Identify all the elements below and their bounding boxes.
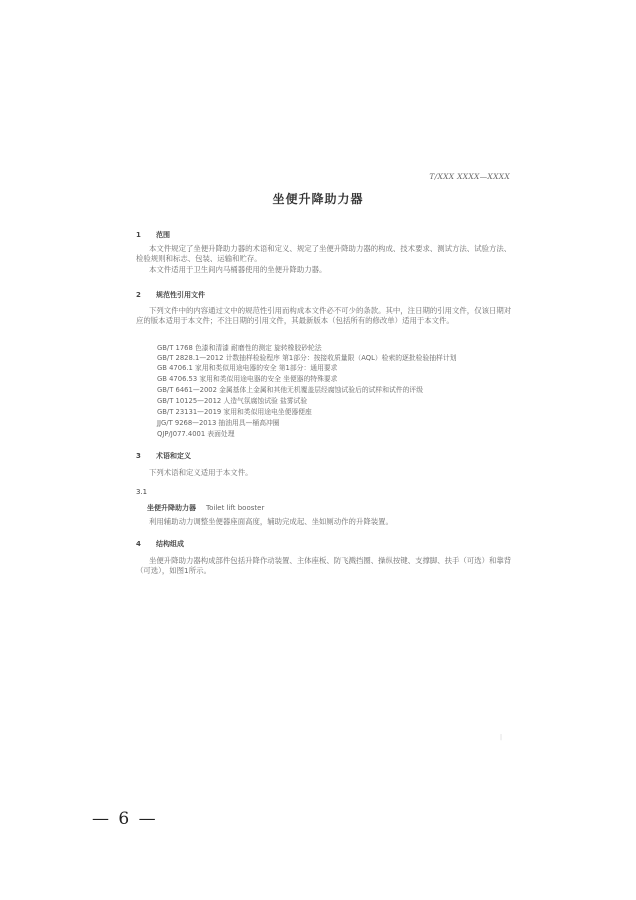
reference-item: JJG/T 9268—2013 抽油用具—桶高冲圈 xyxy=(157,419,280,427)
margin-mark: | xyxy=(500,734,503,741)
reference-item: GB 4706.1 家用和类似用途电器的安全 第1部分：通用要求 xyxy=(157,364,338,372)
section-3-intro: 下列术语和定义适用于本文件。 xyxy=(149,468,253,477)
section-title: 范围 xyxy=(156,231,170,239)
section-4-paragraph: 坐便升降助力器构成部件包括升降作动装置、主体座板、防飞溅挡圈、操纵按键、支撑脚、扶手（可选）和靠背（可选），如图1所示。 xyxy=(136,556,512,575)
term-number: 3.1 xyxy=(136,488,148,496)
section-3-heading xyxy=(136,451,191,461)
reference-item: QJP/J077.4001 表面处理 xyxy=(157,430,235,438)
reference-item: GB/T 6461—2002 金属基体上金属和其他无机覆盖层经腐蚀试验后的试样和试件的评级 xyxy=(157,386,423,394)
section-title: 结构组成 xyxy=(156,540,184,548)
reference-item: GB/T 2828.1—2012 计数抽样检验程序 第1部分：按接收质量限（AQL）检索的逐批检验抽样计划 xyxy=(157,354,457,362)
section-number: 2 xyxy=(136,291,141,299)
folio-dash-right: — xyxy=(138,809,158,829)
section-1-paragraph-1: 本文件规定了坐便升降助力器的术语和定义、规定了坐便升降助力器的构成、技术要求、测试方法、试验方法、检验规则和标志、包装、运输和贮存。 xyxy=(136,244,512,263)
section-number: 1 xyxy=(136,231,141,239)
reference-item: GB/T 23131—2019 家用和类似用途电坐便器便座 xyxy=(157,408,312,416)
folio-dash-left: — xyxy=(92,809,111,829)
term-english: Toilet lift booster xyxy=(206,504,265,512)
document-title: 坐便升降助力器 xyxy=(272,192,364,206)
section-2-intro: 下列文件中的内容通过文中的规范性引用而构成本文件必不可少的条款。其中，注日期的引用文件，仅该日期对应的版本适用于本文件；不注日期的引用文件，其最新版本（包括所有的修改单）适用于本文件。 xyxy=(136,306,512,325)
term-definition: 利用辅助动力调整坐便器座面高度，辅助完成起、坐如厕动作的升降装置。 xyxy=(149,517,393,526)
term-chinese: 坐便升降助力器 xyxy=(147,504,196,512)
reference-item: GB 4706.53 家用和类似用途电器的安全 坐便器的特殊要求 xyxy=(157,375,338,383)
reference-item: GB/T 10125—2012 人造气氛腐蚀试验 盐雾试验 xyxy=(157,397,308,405)
standard-number: T/XXX XXXX—XXXX xyxy=(429,172,510,181)
section-2-heading xyxy=(136,290,205,300)
section-title: 术语和定义 xyxy=(156,452,191,460)
page-number: 6 xyxy=(118,809,132,829)
term-heading xyxy=(147,503,264,513)
page-folio xyxy=(92,809,158,829)
reference-item: GB/T 1768 色漆和清漆 耐磨性的测定 旋转橡胶砂轮法 xyxy=(157,344,322,352)
section-number: 4 xyxy=(136,540,141,548)
section-1-heading xyxy=(136,230,170,240)
section-number: 3 xyxy=(136,452,141,460)
section-4-heading xyxy=(136,539,184,549)
section-title: 规范性引用文件 xyxy=(156,291,205,299)
section-1-paragraph-2: 本文件适用于卫生间内马桶器使用的坐便升降助力器。 xyxy=(149,265,327,274)
